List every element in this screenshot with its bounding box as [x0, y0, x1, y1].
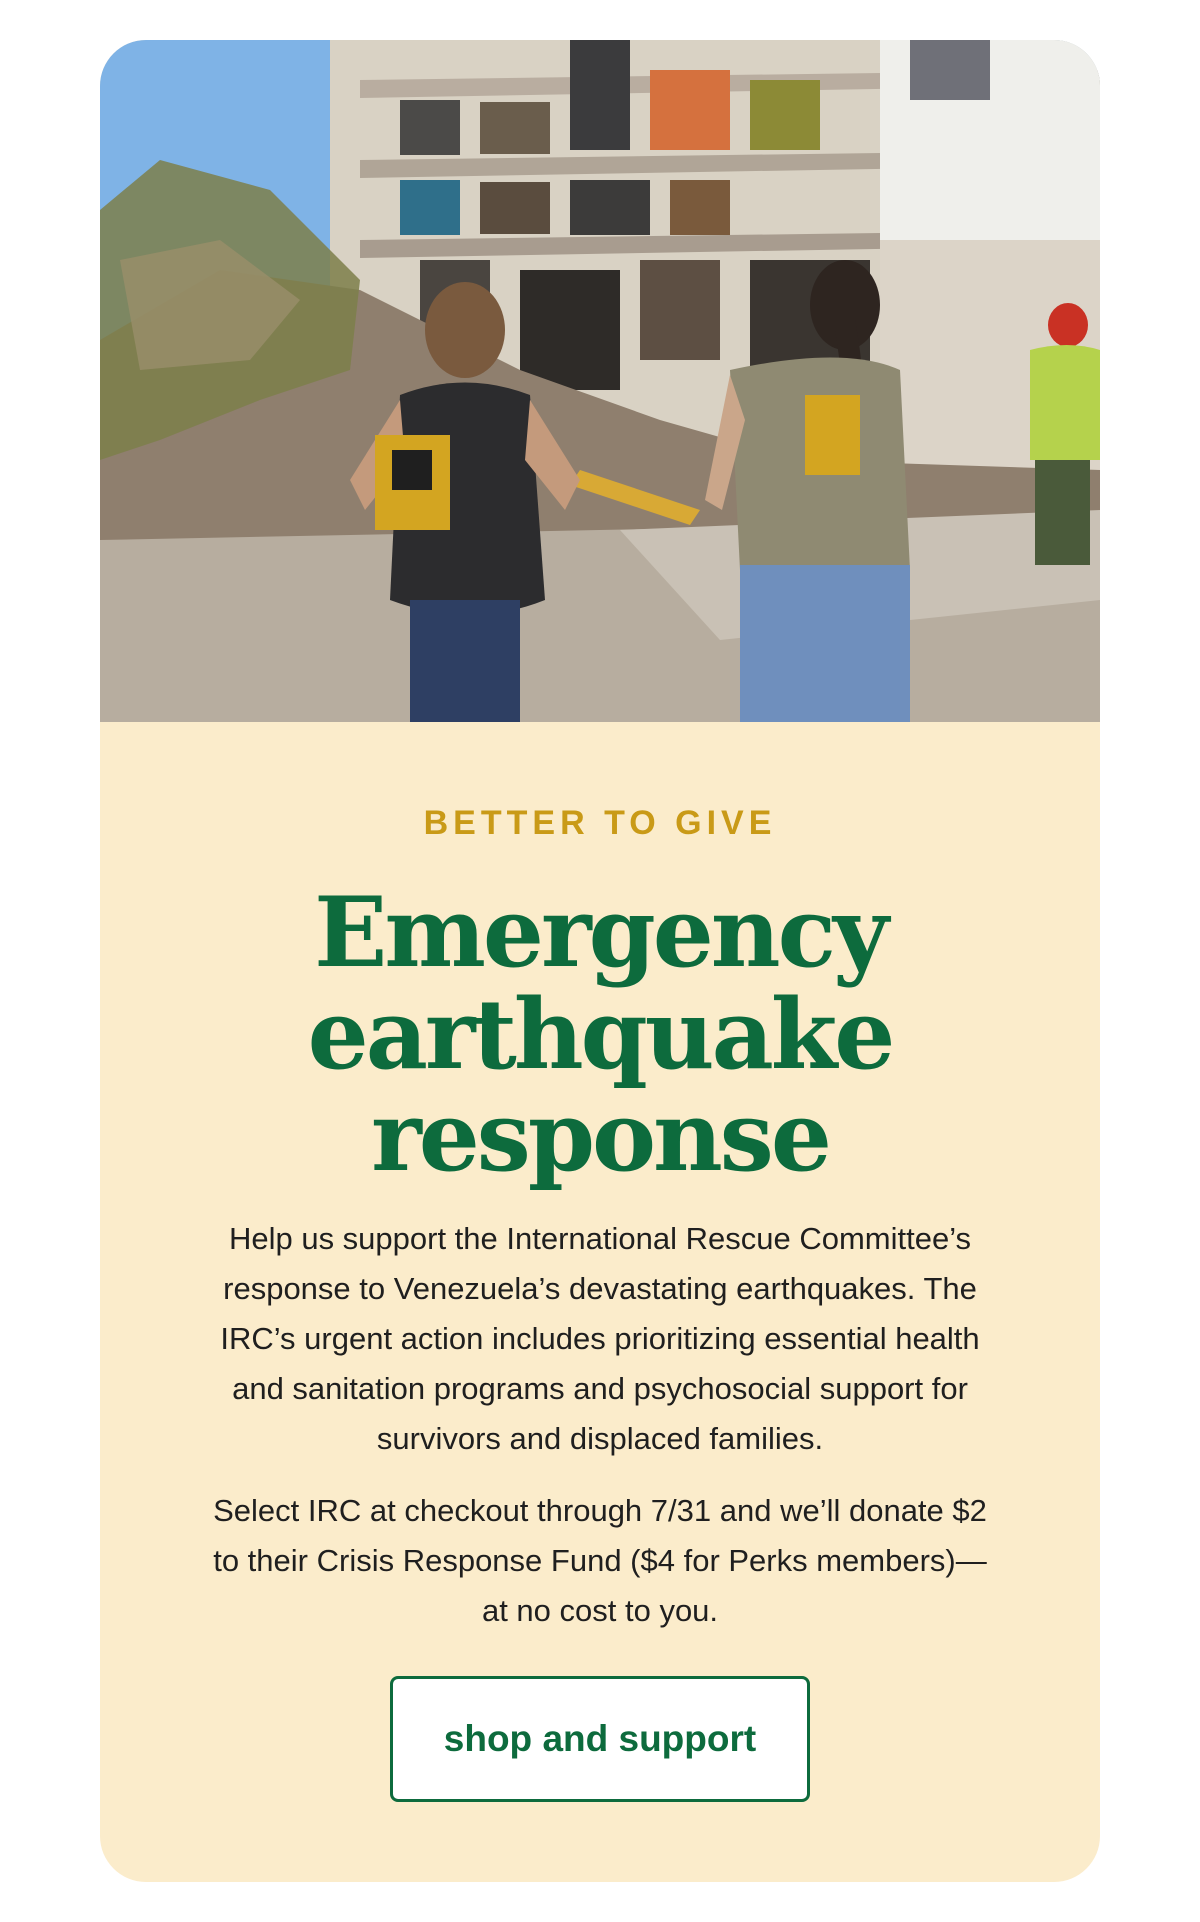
paragraph-line: at no cost to you.: [481, 1593, 719, 1628]
paragraph-line: response to Venezuela’s devastating earthquakes. The: [223, 1271, 977, 1306]
description-paragraph: [160, 1214, 1040, 1464]
promo-card: [100, 40, 1100, 1882]
headline-line: Emergency: [314, 876, 886, 989]
paragraph-line: IRC’s urgent action includes prioritizing essential health: [220, 1321, 980, 1356]
earthquake-damage-photo: [100, 40, 1100, 722]
shop-and-support-button[interactable]: shop and support: [390, 1676, 810, 1802]
hero-photo: [100, 40, 1100, 722]
paragraph-line: survivors and displaced families.: [376, 1421, 824, 1456]
eyebrow-label: BETTER TO GIVE: [423, 804, 777, 842]
headline-line: earthquake: [307, 978, 893, 1091]
paragraph-line: to their Crisis Response Fund ($4 for Perks members)—: [213, 1543, 987, 1578]
paragraph-line: Help us support the International Rescue Committee’s: [228, 1221, 972, 1256]
paragraph-line: and sanitation programs and psychosocial support for: [232, 1371, 968, 1406]
paragraph-line: Select IRC at checkout through 7/31 and we’ll donate $2: [213, 1493, 987, 1528]
offer-paragraph: [160, 1486, 1040, 1636]
headline-line: response: [371, 1080, 829, 1193]
page-title: [100, 876, 1100, 1193]
